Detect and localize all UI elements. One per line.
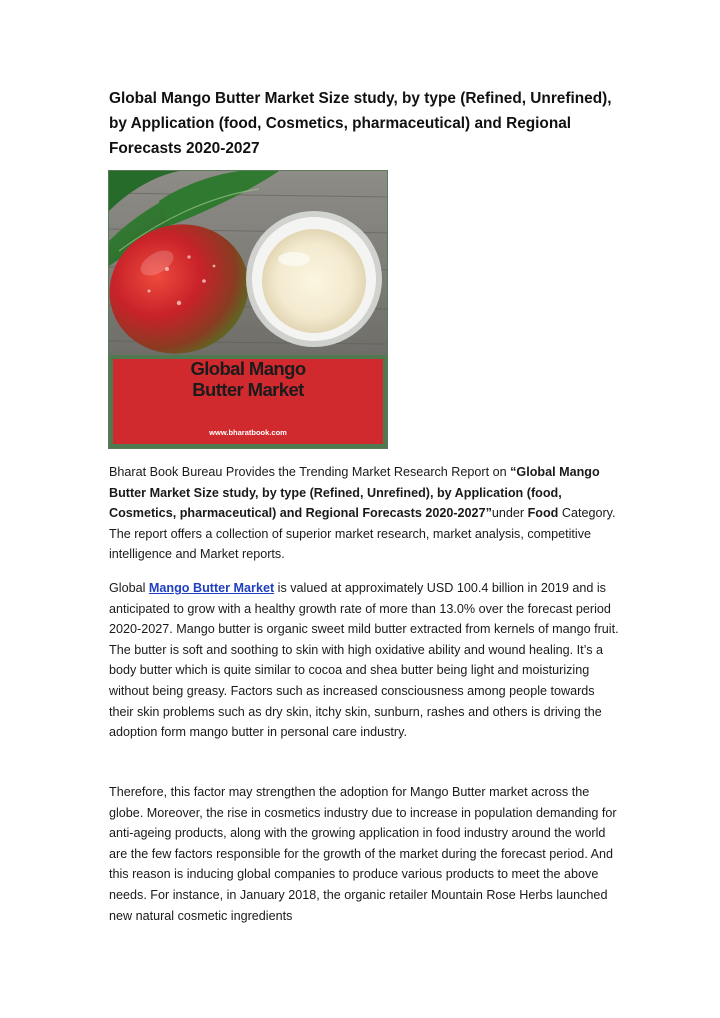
intro-text: Bharat Book Bureau Provides the Trending Market Research Report on: [109, 465, 511, 479]
market-paragraph: [109, 578, 619, 743]
market-rest-text: is valued at approximately USD 100.4 billion in 2019 and is anticipated to grow with a healthy growth rate of more than 13.0% over the forecast period 2020-2027. Mango butter is organic sweet mild butter extracted from kernels of mango fruit. The butter is soft and soothing to skin with high oxidative ability and wound healing. It’s a body butter which is quite similar to cocoa and shea butter being light and moisturizing without being greasy. Factors such as increased consciousness among people towards their skin problems such as dry skin, itchy skin, sunburn, rashes and others is driving the adoption form mango butter in personal care industry.: [109, 581, 619, 740]
hero-image: [108, 170, 388, 449]
document-title: Global Mango Butter Market Size study, by type (Refined, Unrefined), by Application (food, Cosmetics, pharmaceutical) and Regional Forecasts 2020-2027: [109, 90, 612, 157]
banner-title-line2: Butter Market: [192, 379, 304, 400]
market-lead-text: Global: [109, 581, 149, 595]
banner-title-line1: Global Mango: [190, 358, 306, 379]
report-title-text: “Global Mango Butter Market Size study, by type (Refined, Unrefined), by Application (food, Cosmetics, pharmaceutical) and Regional Forecasts 2020-2027”: [109, 465, 600, 521]
intro-rest-text: Category. The report offers a collection of superior market research, market analysis, competitive intelligence and Market reports.: [109, 506, 616, 562]
intro-paragraph: [109, 462, 619, 565]
banner-website: www.bharatbook.com: [209, 428, 287, 437]
under-text: under: [491, 506, 528, 521]
mango-butter-illustration: [109, 171, 387, 448]
mango-butter-market-link[interactable]: Mango Butter Market: [148, 581, 275, 595]
category-text: Food: [527, 506, 559, 521]
drivers-paragraph: Therefore, this factor may strengthen the adoption for Mango Butter market across the globe. Moreover, the rise in cosmetics industry due to increase in population demanding for anti-ageing products, along with the growing application in food industry around the world are the few factors responsible for the growth of the market during the forecast period. And this reason is inducing global companies to produce various products to meet the above needs. For instance, in January 2018, the organic retailer Mountain Rose Herbs launched new natural cosmetic ingredients: [109, 785, 617, 923]
